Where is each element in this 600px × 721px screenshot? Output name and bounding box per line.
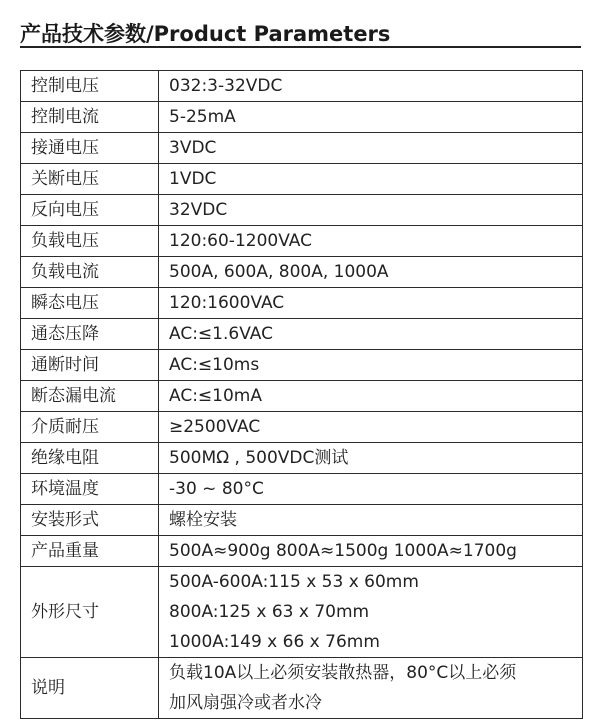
param-label: 安装形式: [21, 505, 159, 536]
param-value: 032:3-32VDC: [159, 71, 583, 102]
param-label: 断态漏电流: [21, 381, 159, 412]
table-row-dimensions: [21, 567, 583, 658]
table-row: [21, 226, 583, 257]
page-title: 产品技术参数/Product Parameters: [20, 22, 391, 46]
param-label: 产品重量: [21, 536, 159, 567]
param-label: 反向电压: [21, 195, 159, 226]
table-row: [21, 536, 583, 567]
table-row: [21, 195, 583, 226]
param-label: 外形尺寸: [21, 567, 159, 658]
param-label: 通态压降: [21, 319, 159, 350]
title-underline: [20, 46, 581, 48]
param-label: 介质耐压: [21, 412, 159, 443]
param-value: 3VDC: [159, 133, 583, 164]
table-row: [21, 412, 583, 443]
table-row: [21, 443, 583, 474]
param-value: ≥2500VAC: [159, 412, 583, 443]
param-value: 120:1600VAC: [159, 288, 583, 319]
param-value: 120:60-1200VAC: [159, 226, 583, 257]
param-value-multiline: [159, 567, 583, 658]
param-label: 绝缘电阻: [21, 443, 159, 474]
table-row: [21, 164, 583, 195]
dimension-line: 1000A:149 x 66 x 76mm: [169, 632, 380, 652]
note-line: 加风扇强冷或者水冷: [169, 693, 322, 713]
param-label: 说明: [21, 658, 159, 719]
table-row: [21, 102, 583, 133]
param-value: AC:≤10mA: [159, 381, 583, 412]
param-label: 控制电压: [21, 71, 159, 102]
table-row: [21, 71, 583, 102]
dimension-line: 500A-600A:115 x 53 x 60mm: [169, 572, 419, 592]
table-row: [21, 505, 583, 536]
param-value: 500MΩ , 500VDC测试: [159, 443, 583, 474]
table-row: [21, 474, 583, 505]
table-row: [21, 257, 583, 288]
dimension-line: 800A:125 x 63 x 70mm: [169, 602, 370, 622]
param-label: 控制电流: [21, 102, 159, 133]
table-row: [21, 319, 583, 350]
param-value: 5-25mA: [159, 102, 583, 133]
param-label: 负载电流: [21, 257, 159, 288]
param-value: AC:≤1.6VAC: [159, 319, 583, 350]
param-label: 接通电压: [21, 133, 159, 164]
table-row: [21, 288, 583, 319]
param-value: 螺栓安装: [159, 505, 583, 536]
param-value: -30 ~ 80°C: [159, 474, 583, 505]
param-label: 通断时间: [21, 350, 159, 381]
param-value: 500A≈900g 800A≈1500g 1000A≈1700g: [159, 536, 583, 567]
param-value: 32VDC: [159, 195, 583, 226]
param-label: 环境温度: [21, 474, 159, 505]
param-label: 关断电压: [21, 164, 159, 195]
note-line: 负载10A以上必须安装散热器，80°C以上必须: [169, 663, 517, 683]
table-row-notes: [21, 658, 583, 719]
param-label: 负载电压: [21, 226, 159, 257]
param-label: 瞬态电压: [21, 288, 159, 319]
param-value: 500A, 600A, 800A, 1000A: [159, 257, 583, 288]
table-row: [21, 381, 583, 412]
parameters-table: [20, 70, 583, 719]
param-value: AC:≤10ms: [159, 350, 583, 381]
param-value: 1VDC: [159, 164, 583, 195]
param-value-multiline: [159, 658, 583, 719]
table-row: [21, 350, 583, 381]
table-row: [21, 133, 583, 164]
